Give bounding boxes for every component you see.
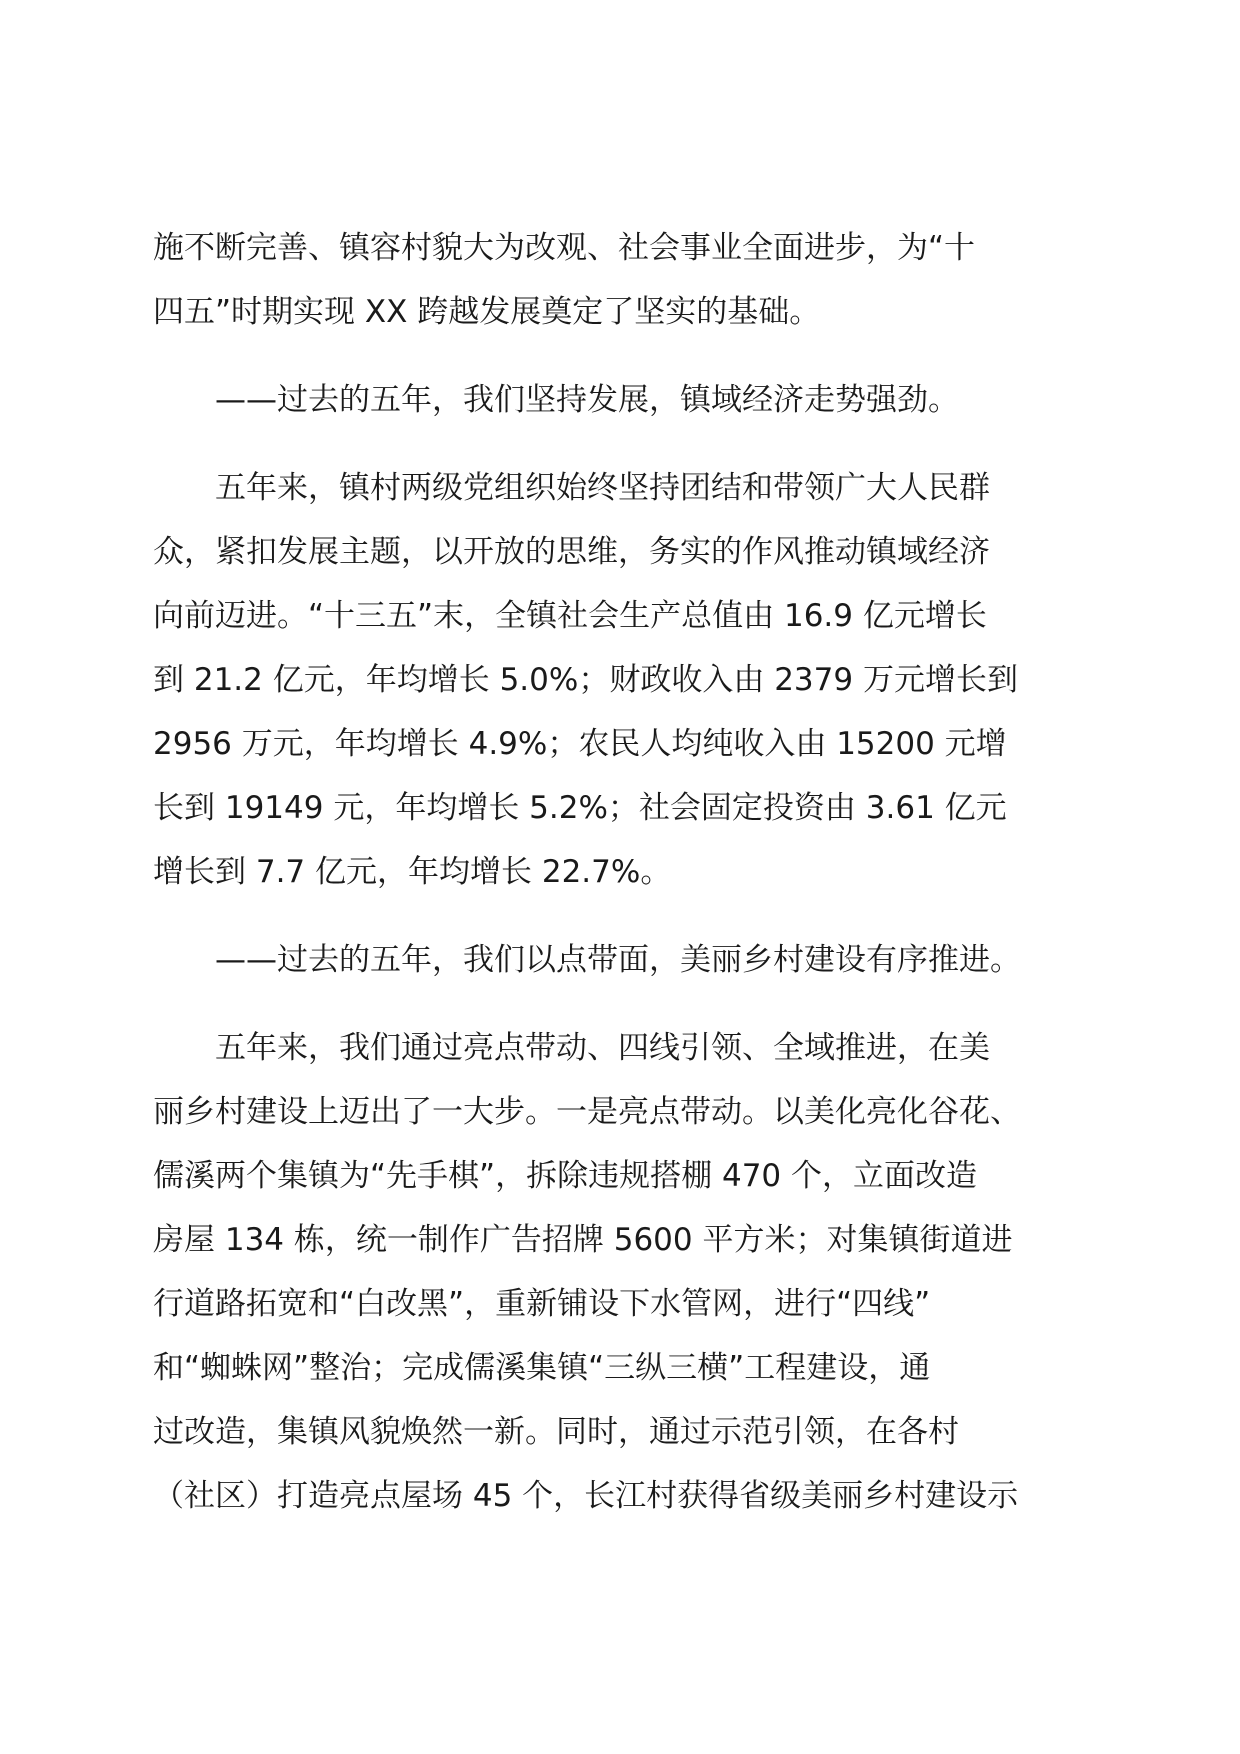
text-line: 四五”时期实现 XX 跨越发展奠定了坚实的基础。 [153,294,821,330]
text-line: （社区）打造亮点屋场 45 个，长江村获得省级美丽乡村建设示 [153,1478,1019,1514]
text-line: 房屋 134 栋，统一制作广告招牌 5600 平方米；对集镇街道进 [153,1222,1013,1258]
text-line: 2956 万元，年均增长 4.9%；农民人均纯收入由 15200 元增 [153,726,1007,762]
text-line: 向前迈进。“十三五”末，全镇社会生产总值由 16.9 亿元增长 [153,598,987,634]
text-line: ——过去的五年，我们坚持发展，镇域经济走势强劲。 [215,382,959,418]
text-line: 五年来，我们通过亮点带动、四线引领、全域推进，在美 [215,1030,990,1066]
text-line: 众，紧扣发展主题，以开放的思维，务实的作风推动镇域经济 [153,534,990,570]
section-heading-economy [153,368,1093,432]
text-line: 儒溪两个集镇为“先手棋”，拆除违规搭棚 470 个，立面改造 [153,1158,977,1194]
paragraph-continuation [153,216,1093,344]
text-line: 和“蜘蛛网”整治；完成儒溪集镇“三纵三横”工程建设，通 [153,1350,931,1386]
text-line: 行道路拓宽和“白改黑”，重新铺设下水管网，进行“四线” [153,1286,931,1322]
text-line: 到 21.2 亿元，年均增长 5.0%；财政收入由 2379 万元增长到 [153,662,1018,698]
text-line: 长到 19149 元，年均增长 5.2%；社会固定投资由 3.61 亿元 [153,790,1007,826]
text-line: 过改造，集镇风貌焕然一新。同时，通过示范引领，在各村 [153,1414,959,1450]
text-line: 五年来，镇村两级党组织始终坚持团结和带领广大人民群 [215,470,990,506]
text-line: ——过去的五年，我们以点带面，美丽乡村建设有序推进。 [215,942,1021,978]
document-body [153,216,1093,1528]
paragraph-rural [153,1016,1093,1528]
text-line: 丽乡村建设上迈出了一大步。一是亮点带动。以美化亮化谷花、 [153,1094,1021,1130]
text-line: 施不断完善、镇容村貌大为改观、社会事业全面进步，为“十 [153,230,976,266]
section-heading-rural [153,928,1093,992]
text-line: 增长到 7.7 亿元，年均增长 22.7%。 [153,854,672,890]
paragraph-economy [153,456,1093,904]
